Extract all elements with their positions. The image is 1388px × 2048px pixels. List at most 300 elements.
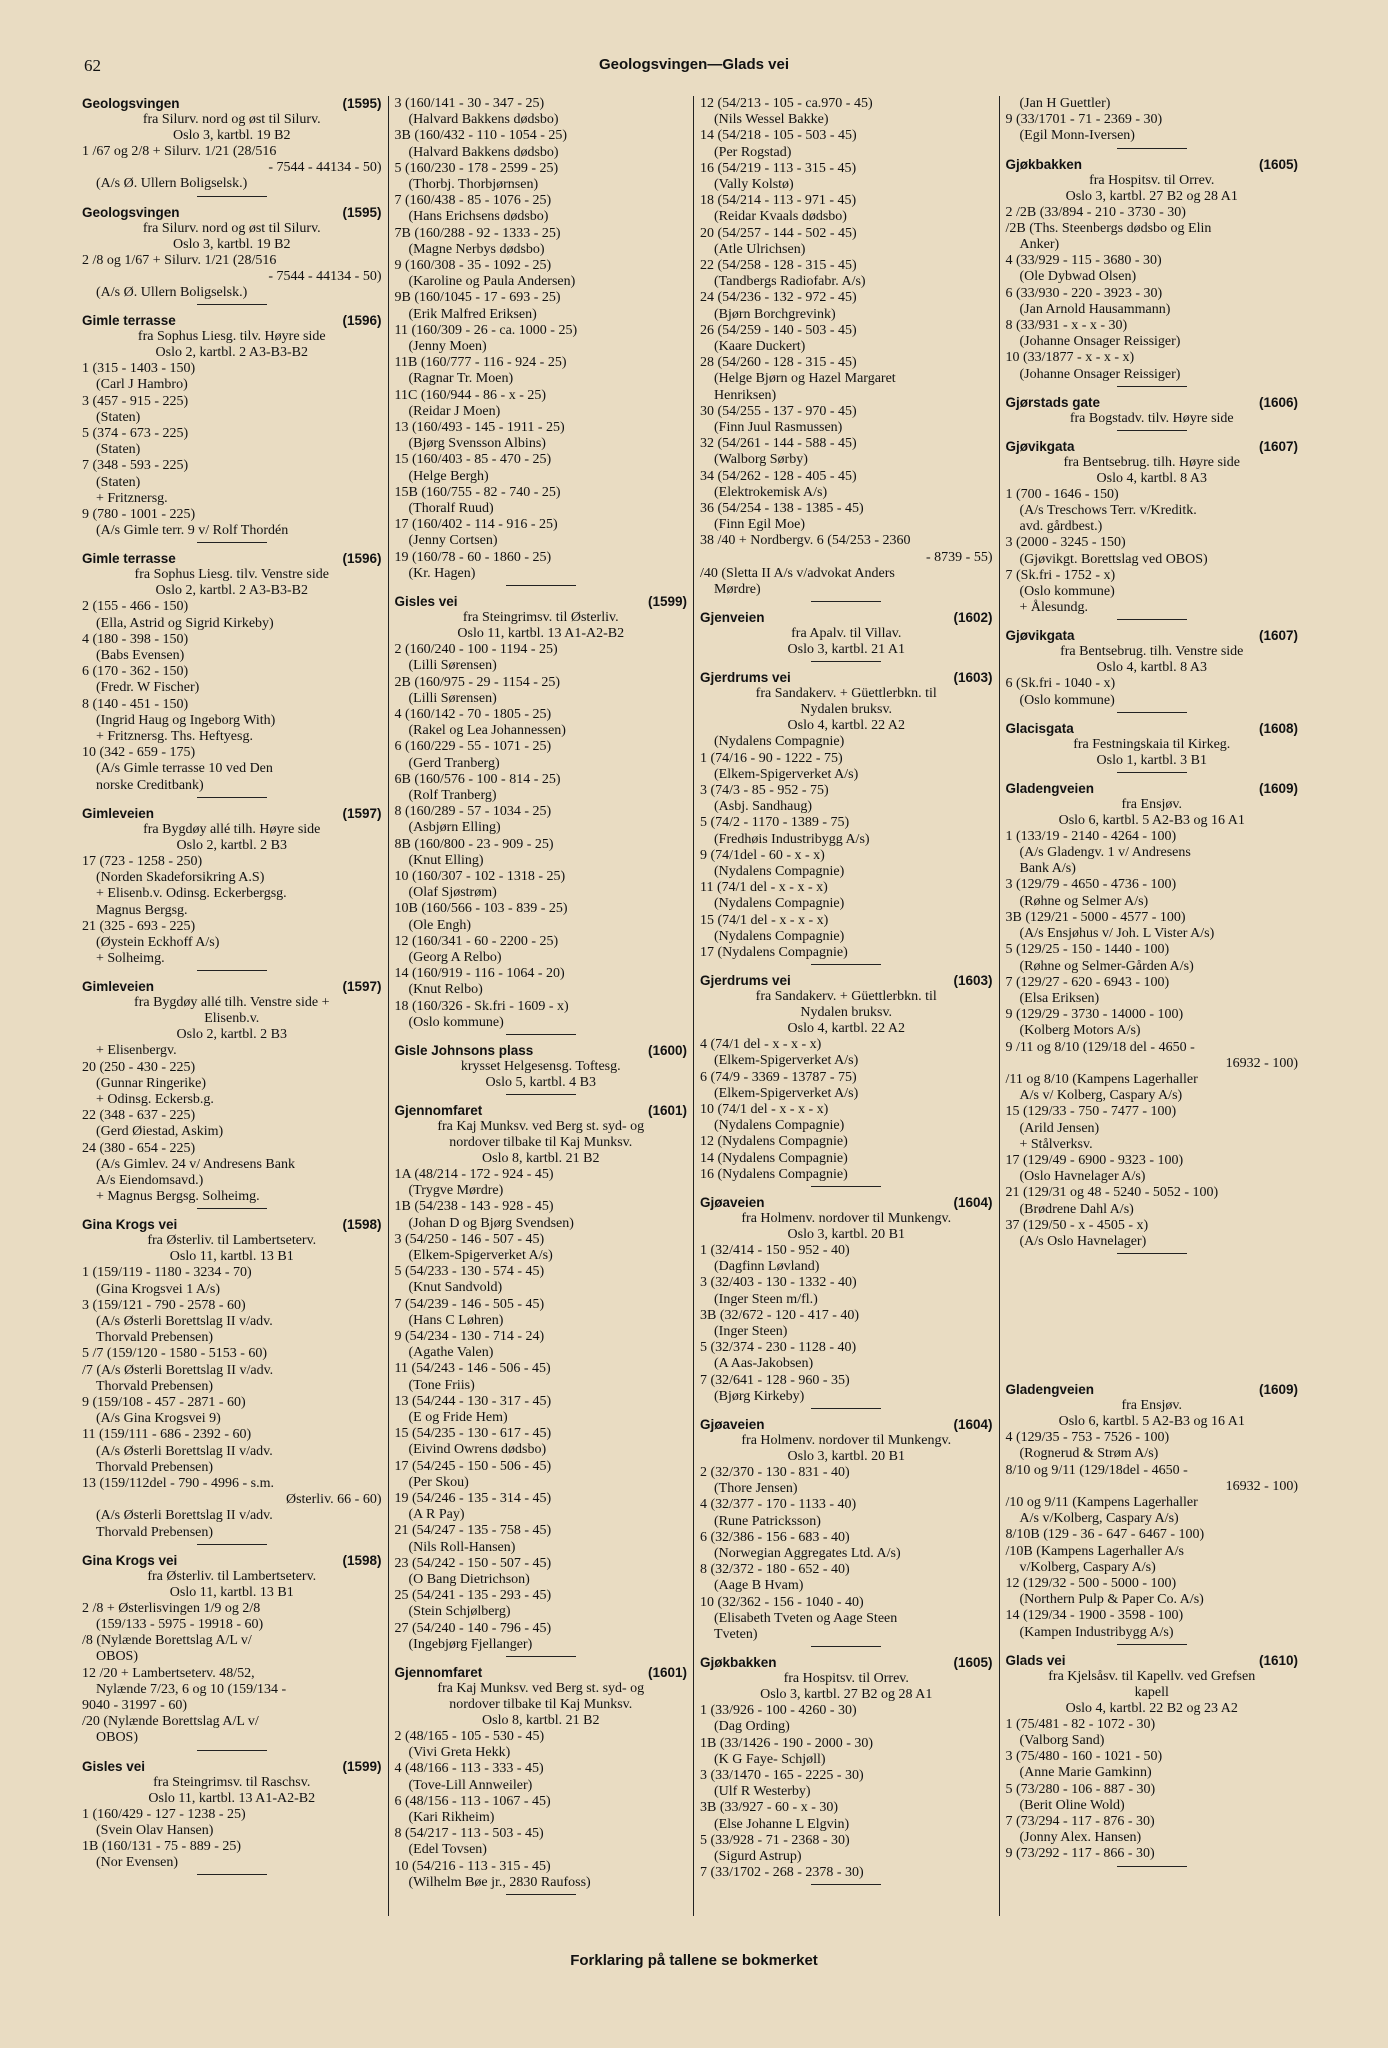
street-code: (1605) bbox=[1258, 156, 1298, 172]
property-line: 11 (74/1 del - x - x - x) bbox=[700, 880, 828, 896]
property-line: (A/s Oslo Havnelager) bbox=[1019, 1233, 1147, 1249]
street-description: Oslo 4, kartbl. 8 A3 bbox=[1096, 660, 1207, 676]
street-heading bbox=[1006, 395, 1299, 411]
street-description: fra Kaj Munksv. ved Berg st. syd- og bbox=[437, 1681, 645, 1697]
property-line: (Walborg Sørby) bbox=[714, 452, 808, 468]
street-description: fra Kaj Munksv. ved Berg st. syd- og bbox=[437, 1118, 645, 1134]
property-line: 1 (32/414 - 150 - 952 - 40) bbox=[700, 1242, 850, 1258]
property-line: (Kari Rikheim) bbox=[408, 1810, 495, 1826]
property-line: 19 (54/246 - 135 - 314 - 45) bbox=[394, 1491, 552, 1507]
property-line: 3B (129/21 - 5000 - 4577 - 100) bbox=[1005, 909, 1186, 925]
property-line: (Helge Bergh) bbox=[408, 468, 489, 484]
property-line: (Elektrokemisk A/s) bbox=[714, 484, 828, 500]
street-code: (1610) bbox=[1258, 1652, 1298, 1668]
property-line: 8 (54/217 - 113 - 503 - 45) bbox=[394, 1826, 544, 1842]
property-line: norske Creditbank) bbox=[96, 777, 204, 793]
street-entry bbox=[1006, 1382, 1299, 1645]
property-line: 2 (48/165 - 105 - 530 - 45) bbox=[394, 1729, 545, 1745]
property-line: 16 (Nydalens Compagnie) bbox=[700, 1166, 848, 1182]
property-line: 4 (48/166 - 113 - 333 - 45) bbox=[394, 1761, 544, 1777]
property-line: (Nydalens Compagnie) bbox=[714, 863, 845, 879]
street-name: Gjennomfaret bbox=[394, 1665, 483, 1681]
street-description: fra Ensjøv. bbox=[1121, 1398, 1183, 1414]
property-line: 26 (54/259 - 140 - 503 - 45) bbox=[700, 322, 857, 338]
property-line: 24 (380 - 654 - 225) bbox=[82, 1140, 196, 1156]
street-code: (1609) bbox=[1258, 1382, 1298, 1398]
property-line: (Bjørg Kirkeby) bbox=[714, 1388, 805, 1404]
property-line: 10B (160/566 - 103 - 839 - 25) bbox=[394, 901, 568, 917]
property-line: (Gina Krogsvei 1 A/s) bbox=[96, 1281, 221, 1297]
street-entry bbox=[1006, 96, 1299, 149]
street-description: Nydalen bruksv. bbox=[800, 702, 893, 718]
property-line: OBOS) bbox=[96, 1649, 139, 1665]
street-code: (1605) bbox=[953, 1655, 993, 1671]
property-line: (A/s Østerli Borettslag II v/adv. bbox=[96, 1313, 273, 1329]
property-line: (Arild Jensen) bbox=[1019, 1120, 1100, 1136]
street-name: Geologsvingen bbox=[82, 96, 180, 111]
property-line: 22 (54/258 - 128 - 315 - 45) bbox=[700, 258, 857, 274]
property-line: (Anne Marie Gamkinn) bbox=[1019, 1765, 1152, 1781]
street-heading bbox=[395, 1043, 688, 1059]
property-line: 8/10B (129 - 36 - 647 - 6467 - 100) bbox=[1005, 1527, 1205, 1543]
property-line: (Oslo kommune) bbox=[408, 1014, 504, 1030]
street-code: (1606) bbox=[1258, 394, 1298, 410]
property-line: 5 (74/2 - 1170 - 1389 - 75) bbox=[700, 815, 850, 831]
street-code: (1598) bbox=[342, 1217, 382, 1233]
street-heading bbox=[82, 96, 382, 112]
property-line: (A/s Østerli Borettslag II v/adv. bbox=[96, 1508, 273, 1524]
street-entry bbox=[1006, 1653, 1299, 1867]
property-line: (Staten) bbox=[96, 474, 141, 490]
property-line: (Inger Steen m/fl.) bbox=[714, 1291, 818, 1307]
property-line: (Ole Dybwad Olsen) bbox=[1019, 269, 1137, 285]
property-line: Mørdre) bbox=[714, 582, 761, 598]
street-name: Gladengveien bbox=[1005, 1382, 1095, 1398]
property-line: 7 (32/641 - 128 - 960 - 35) bbox=[700, 1372, 850, 1388]
street-description: Oslo 5, kartbl. 4 B3 bbox=[485, 1074, 596, 1090]
property-line: 3 (457 - 915 - 225) bbox=[82, 393, 189, 409]
street-name: Gladengveien bbox=[1005, 780, 1095, 796]
property-line: (Thoralf Ruud) bbox=[408, 501, 494, 517]
property-line: 24 (54/236 - 132 - 972 - 45) bbox=[700, 290, 857, 306]
street-description: fra Bygdøy allé tilh. Venstre side + bbox=[134, 995, 330, 1011]
street-code: (1601) bbox=[647, 1102, 687, 1118]
property-line: (Ingebjørg Fjellanger) bbox=[408, 1636, 533, 1652]
property-line: (Fredhøis Industribygg A/s) bbox=[714, 831, 870, 847]
property-line: (Norden Skadeforsikring A.S) bbox=[96, 870, 265, 886]
property-line: 11 (159/111 - 686 - 2392 - 60) bbox=[82, 1427, 252, 1443]
property-line: (Elkem-Spigerverket A/s) bbox=[408, 1247, 553, 1263]
property-line: 4 (129/35 - 753 - 7526 - 100) bbox=[1005, 1430, 1170, 1446]
street-name: Gjøvikgata bbox=[1005, 628, 1075, 644]
property-line: 6 (170 - 362 - 150) bbox=[82, 664, 189, 680]
property-line: 1B (54/238 - 143 - 928 - 45) bbox=[394, 1199, 554, 1215]
property-line: 3 (2000 - 3245 - 150) bbox=[1005, 535, 1126, 551]
property-line: 28 (54/260 - 128 - 315 - 45) bbox=[700, 355, 857, 371]
property-line: (Olaf Sjøstrøm) bbox=[408, 885, 497, 901]
property-line: 5 (374 - 673 - 225) bbox=[82, 426, 189, 442]
property-line: 3B (33/927 - 60 - x - 30) bbox=[700, 1800, 839, 1816]
street-code: (1602) bbox=[953, 610, 993, 626]
property-line: 14 (129/34 - 1900 - 3598 - 100) bbox=[1005, 1608, 1184, 1624]
property-line: 7 (33/1702 - 268 - 2378 - 30) bbox=[700, 1865, 864, 1881]
street-name: Geologsvingen bbox=[82, 204, 180, 220]
property-line: 9 (159/108 - 457 - 2871 - 60) bbox=[82, 1394, 246, 1410]
property-line: + Elisenbergv. bbox=[96, 1043, 177, 1059]
column-4 bbox=[999, 96, 1305, 1916]
property-line: (Babs Evensen) bbox=[96, 648, 185, 664]
property-line: 9 (160/308 - 35 - 1092 - 25) bbox=[394, 258, 552, 274]
property-line: 3 (129/79 - 4650 - 4736 - 100) bbox=[1005, 877, 1177, 893]
property-line: A/s v/ Kolberg, Caspary A/s) bbox=[1019, 1088, 1183, 1104]
property-line: (159/133 - 5975 - 19918 - 60) bbox=[96, 1617, 264, 1632]
property-line: (Tove-Lill Annweiler) bbox=[408, 1777, 533, 1793]
street-code: (1596) bbox=[342, 551, 382, 567]
street-name: Gjøaveien bbox=[700, 1417, 765, 1432]
property-line: (Norwegian Aggregates Ltd. A/s) bbox=[714, 1546, 901, 1562]
property-line: 18 (54/214 - 113 - 971 - 45) bbox=[700, 193, 857, 209]
property-line: (Per Rogstad) bbox=[714, 144, 792, 160]
property-line: 36 (54/254 - 138 - 1385 - 45) bbox=[700, 501, 864, 517]
property-line: (Asbj. Sandhaug) bbox=[714, 799, 812, 815]
property-line: (Nydalens Compagnie) bbox=[714, 734, 845, 750]
street-entry bbox=[1006, 628, 1299, 712]
page-number: 62 bbox=[84, 56, 101, 75]
property-line: 21 (54/247 - 135 - 758 - 45) bbox=[394, 1523, 552, 1539]
property-line: 14 (160/919 - 116 - 1064 - 20) bbox=[394, 966, 565, 982]
property-line: 38 /40 + Nordbergv. 6 (54/253 - 2360 bbox=[700, 533, 911, 549]
street-description: fra Sophus Liesg. tilv. Høyre side bbox=[137, 329, 326, 345]
street-name: Gjøkbakken bbox=[700, 1655, 777, 1671]
property-line: (Karoline og Paula Andersen) bbox=[408, 274, 576, 290]
property-line: 4 (74/1 del - x - x - x) bbox=[700, 1037, 822, 1053]
property-line: (Edel Tovsen) bbox=[408, 1842, 487, 1858]
street-description: Oslo 2, kartbl. 2 B3 bbox=[176, 1027, 287, 1043]
property-line: 9040 - 31997 - 60) bbox=[82, 1698, 187, 1714]
property-line: (Gerd Øiestad, Askim) bbox=[96, 1124, 224, 1140]
street-entry bbox=[395, 96, 688, 586]
property-list bbox=[700, 1037, 993, 1183]
property-line: (Røhne og Selmer A/s) bbox=[1019, 893, 1149, 909]
property-list bbox=[1006, 487, 1299, 617]
street-heading bbox=[82, 205, 382, 221]
street-description: Oslo 3, kartbl. 21 A1 bbox=[787, 642, 905, 658]
property-line: (Oslo Havnelager A/s) bbox=[1019, 1169, 1146, 1185]
property-line: /40 (Sletta II A/s v/advokat Anders bbox=[700, 565, 895, 581]
property-line: (Nydalens Compagnie) bbox=[714, 1118, 845, 1134]
street-code: (1609) bbox=[1258, 780, 1298, 796]
property-line: 9 (54/234 - 130 - 714 - 24) bbox=[394, 1329, 545, 1344]
street-name: Gjøaveien bbox=[700, 1194, 765, 1210]
street-description: Oslo 6, kartbl. 5 A2-B3 og 16 A1 bbox=[1058, 1414, 1245, 1430]
street-name: Gisle Johnsons plass bbox=[394, 1042, 534, 1058]
property-list bbox=[700, 1703, 993, 1881]
property-line: 22 (348 - 637 - 225) bbox=[82, 1108, 196, 1124]
property-line: Thorvald Prebensen) bbox=[96, 1378, 214, 1394]
running-title: Geologsvingen—Glads vei bbox=[598, 56, 790, 73]
street-description: Oslo 11, kartbl. 13 B1 bbox=[169, 1584, 294, 1600]
street-description: Oslo 3, kartbl. 27 B2 og 28 A1 bbox=[760, 1687, 933, 1703]
column-gap bbox=[1006, 1262, 1299, 1382]
property-line: (Valborg Sand) bbox=[1019, 1733, 1105, 1748]
property-line: + Fritznersg. bbox=[96, 490, 168, 506]
property-line: (Atle Ulrichsen) bbox=[714, 241, 806, 257]
street-description: fra Sophus Liesg. tilv. Venstre side bbox=[134, 567, 329, 583]
street-description: fra Festningskaia til Kirkeg. bbox=[1073, 736, 1231, 752]
street-entry bbox=[395, 1043, 688, 1095]
property-line: 3 (54/250 - 146 - 507 - 45) bbox=[394, 1231, 545, 1247]
property-line: 1B (33/1426 - 190 - 2000 - 30) bbox=[700, 1735, 874, 1751]
street-code: (1597) bbox=[342, 805, 382, 821]
property-line: (Dagfinn Løvland) bbox=[714, 1259, 820, 1275]
street-heading bbox=[700, 973, 993, 989]
street-code: (1603) bbox=[953, 670, 993, 686]
street-description: fra Bygdøy allé tilh. Høyre side bbox=[143, 821, 321, 837]
property-line: 4 (32/377 - 170 - 1133 - 40) bbox=[700, 1497, 857, 1513]
street-code: (1604) bbox=[953, 1194, 993, 1210]
property-line: + Ålesundg. bbox=[1019, 600, 1089, 616]
street-code: (1596) bbox=[342, 313, 382, 329]
property-line: (A Aas-Jakobsen) bbox=[714, 1356, 814, 1372]
property-line: 34 (54/262 - 128 - 405 - 45) bbox=[700, 468, 857, 484]
property-line: 7 (54/239 - 146 - 505 - 45) bbox=[394, 1296, 545, 1312]
property-line: (Ingrid Haug og Ingeborg With) bbox=[96, 712, 276, 728]
property-line: 14 (Nydalens Compagnie) bbox=[700, 1150, 848, 1166]
street-name: Gjørstads gate bbox=[1005, 394, 1101, 410]
street-heading bbox=[82, 551, 382, 567]
property-line: 10 (54/216 - 113 - 315 - 45) bbox=[394, 1858, 551, 1874]
property-line: + Odinsg. Eckersb.g. bbox=[96, 1091, 214, 1107]
street-description: Oslo 2, kartbl. 2 B3 bbox=[176, 837, 287, 853]
property-line: 10 (74/1 del - x - x - x) bbox=[700, 1101, 829, 1117]
street-description: Oslo 3, kartbl. 19 B2 bbox=[173, 236, 291, 252]
property-line: (Johan D og Bjørg Svendsen) bbox=[408, 1215, 574, 1231]
street-entry bbox=[700, 1417, 993, 1647]
street-description: nordover tilbake til Kaj Munksv. bbox=[449, 1697, 633, 1713]
street-description: fra Hospitsv. til Orrev. bbox=[783, 1671, 909, 1687]
street-code: (1598) bbox=[342, 1552, 382, 1568]
property-line: A/s v/Kolberg, Caspary A/s) bbox=[1019, 1511, 1179, 1527]
property-line: 1 (160/429 - 127 - 1238 - 25) bbox=[82, 1806, 246, 1822]
street-heading bbox=[1006, 721, 1299, 737]
street-description: Oslo 4, kartbl. 22 A2 bbox=[787, 1021, 905, 1037]
property-line: 1 (75/481 - 82 - 1072 - 30) bbox=[1005, 1716, 1156, 1732]
street-entry bbox=[700, 973, 993, 1187]
street-heading bbox=[700, 1195, 993, 1211]
property-line: (Elkem-Spigerverket A/s) bbox=[714, 1085, 859, 1101]
street-heading bbox=[82, 1759, 382, 1775]
property-line: (Elkem-Spigerverket A/s) bbox=[714, 1053, 859, 1069]
property-list bbox=[395, 96, 688, 582]
property-line: (Jan Arnold Hausammann) bbox=[1019, 301, 1171, 317]
column-2 bbox=[388, 96, 694, 1916]
property-line: 1A (48/214 - 172 - 924 - 45) bbox=[394, 1166, 554, 1182]
street-entry bbox=[700, 610, 993, 662]
property-line: (Reidar J Moen) bbox=[408, 403, 501, 419]
street-description: fra Apalv. til Villav. bbox=[791, 626, 902, 642]
street-entry bbox=[395, 1103, 688, 1657]
property-line: (Lilli Sørensen) bbox=[408, 690, 497, 706]
property-line: 17 (Nydalens Compagnie) bbox=[700, 944, 848, 960]
property-line: + Solheimg. bbox=[96, 951, 165, 967]
property-line: 7 (160/438 - 85 - 1076 - 25) bbox=[394, 193, 552, 209]
street-description: Oslo 4, kartbl. 22 B2 og 23 A2 bbox=[1065, 1700, 1238, 1716]
property-line: 3 (33/1470 - 165 - 2225 - 30) bbox=[700, 1768, 864, 1784]
property-line: (Bjørg Svensson Albins) bbox=[408, 436, 546, 452]
property-line: 13 (54/244 - 130 - 317 - 45) bbox=[394, 1393, 552, 1409]
property-line: /2B (Ths. Steenbergs dødsbo og Elin bbox=[1005, 220, 1212, 236]
property-line: 30 (54/255 - 137 - 970 - 45) bbox=[700, 403, 857, 419]
street-description: fra Silurv. nord og øst til Silurv. bbox=[142, 220, 321, 236]
street-entry bbox=[700, 96, 993, 602]
street-description: Oslo 3, kartbl. 19 B2 bbox=[173, 128, 291, 143]
street-entry bbox=[700, 670, 993, 965]
street-code: (1604) bbox=[953, 1417, 993, 1432]
column-3 bbox=[693, 96, 999, 1916]
property-line: 4 (33/929 - 115 - 3680 - 30) bbox=[1005, 253, 1162, 269]
street-name: Glacisgata bbox=[1005, 720, 1074, 736]
property-line: 11B (160/777 - 116 - 924 - 25) bbox=[394, 355, 567, 371]
property-line: + Fritznersg. Ths. Heftyesg. bbox=[96, 729, 253, 745]
street-code: (1600) bbox=[647, 1042, 687, 1058]
street-entry bbox=[1006, 157, 1299, 387]
property-line: (O Bang Dietrichson) bbox=[408, 1572, 530, 1588]
property-line: (Per Skou) bbox=[408, 1474, 469, 1490]
street-description: fra Bentsebrug. tilh. Høyre side bbox=[1063, 454, 1240, 470]
street-description: Oslo 4, kartbl. 8 A3 bbox=[1096, 470, 1207, 486]
property-line: 1 (74/16 - 90 - 1222 - 75) bbox=[700, 750, 843, 766]
property-line: 25 (54/241 - 135 - 293 - 45) bbox=[394, 1588, 552, 1604]
property-line: (Aage B Hvam) bbox=[714, 1578, 804, 1594]
property-list bbox=[1006, 1430, 1299, 1641]
property-list bbox=[82, 253, 382, 302]
property-list bbox=[395, 642, 688, 1031]
street-name: Gisles vei bbox=[82, 1758, 146, 1774]
property-line: 12 /20 + Lambertseterv. 48/52, bbox=[82, 1665, 255, 1681]
property-line: (Finn Egil Moe) bbox=[714, 517, 805, 533]
street-description: Nydalen bruksv. bbox=[800, 1005, 893, 1021]
property-list bbox=[82, 599, 382, 793]
property-line: Anker) bbox=[1019, 237, 1060, 253]
property-line: (Inger Steen) bbox=[714, 1323, 788, 1339]
street-description: Oslo 11, kartbl. 13 B1 bbox=[169, 1249, 294, 1265]
property-line: (Rolf Tranberg) bbox=[408, 787, 497, 803]
property-line: Thorvald Prebensen) bbox=[96, 1459, 214, 1475]
street-code: (1597) bbox=[342, 979, 382, 995]
property-line: (Jenny Moen) bbox=[408, 339, 487, 355]
property-list bbox=[395, 1167, 688, 1653]
street-code: (1607) bbox=[1258, 628, 1298, 644]
street-description: fra Steingrimsv. til Østerliv. bbox=[462, 610, 619, 626]
property-line: 8 (33/931 - x - x - 30) bbox=[1005, 318, 1128, 334]
property-line: (Tone Friis) bbox=[408, 1377, 475, 1393]
street-description: Oslo 11, kartbl. 13 A1-A2-B2 bbox=[457, 626, 625, 642]
street-entry bbox=[395, 594, 688, 1035]
property-line: 37 (129/50 - x - 4505 - x) bbox=[1005, 1217, 1149, 1233]
property-line: (Else Johanne L Elgvin) bbox=[714, 1816, 850, 1832]
property-line: (A/s Ensjøhus v/ Joh. L Vister A/s) bbox=[1019, 926, 1215, 942]
property-line: /8 (Nylænde Borettslag A/L v/ bbox=[82, 1633, 252, 1649]
street-description: fra Holmenv. nordover til Munkengv. bbox=[741, 1433, 952, 1448]
property-line: Magnus Bergsg. bbox=[96, 902, 188, 918]
property-line: (Ole Engh) bbox=[408, 917, 472, 933]
property-line: (Johanne Onsager Reissiger) bbox=[1019, 366, 1181, 382]
street-heading bbox=[1006, 781, 1299, 797]
street-heading bbox=[395, 1103, 688, 1119]
property-list bbox=[82, 1601, 382, 1747]
property-line: Nylænde 7/23, 6 og 10 (159/134 - bbox=[96, 1681, 287, 1697]
street-description: kapell bbox=[1134, 1684, 1169, 1700]
property-line: Henriksen) bbox=[714, 387, 777, 403]
street-entry bbox=[1006, 439, 1299, 621]
property-line: Thorvald Prebensen) bbox=[96, 1524, 214, 1540]
street-heading bbox=[700, 1417, 993, 1433]
property-list bbox=[700, 1465, 993, 1643]
property-line: 8 (32/372 - 180 - 652 - 40) bbox=[700, 1562, 850, 1578]
street-description: Oslo 3, kartbl. 20 B1 bbox=[787, 1226, 905, 1242]
street-name: Gimle terrasse bbox=[82, 313, 176, 329]
property-line: (Halvard Bakkens dødsbo) bbox=[408, 112, 559, 128]
property-line: (Røhne og Selmer-Gården A/s) bbox=[1019, 958, 1194, 974]
street-entry bbox=[82, 205, 382, 306]
property-line: 9B (160/1045 - 17 - 693 - 25) bbox=[394, 290, 561, 306]
property-line: (Reidar Kvaals dødsbo) bbox=[714, 209, 847, 225]
property-line: (Nydalens Compagnie) bbox=[714, 896, 845, 912]
property-line: 12 (54/213 - 105 - ca.970 - 45) bbox=[700, 96, 873, 111]
property-line: 10 (33/1877 - x - x - x) bbox=[1005, 350, 1135, 366]
property-line: 2 /2B (33/894 - 210 - 3730 - 30) bbox=[1005, 204, 1186, 220]
property-line: 1 (700 - 1646 - 150) bbox=[1005, 486, 1119, 502]
property-line: (Ella, Astrid og Sigrid Kirkeby) bbox=[96, 615, 274, 631]
property-line: (A/s Gimle terrasse 10 ved Den bbox=[96, 761, 273, 777]
property-line: (Nydalens Compagnie) bbox=[714, 928, 845, 944]
property-line: (Ragnar Tr. Moen) bbox=[408, 371, 514, 387]
property-line: (Knut Relbo) bbox=[408, 982, 483, 998]
column-1 bbox=[82, 96, 388, 1916]
property-line: (Øystein Eckhoff A/s) bbox=[96, 934, 220, 950]
property-line: 7 (Sk.fri - 1752 - x) bbox=[1005, 567, 1116, 583]
street-name: Gimleveien bbox=[82, 979, 155, 995]
property-list bbox=[82, 361, 382, 539]
street-code: (1601) bbox=[647, 1665, 687, 1681]
property-line: 11 (54/243 - 146 - 506 - 45) bbox=[394, 1361, 551, 1377]
property-list bbox=[1006, 676, 1299, 708]
property-line: 3B (160/432 - 110 - 1054 - 25) bbox=[394, 128, 568, 144]
property-line: 6 (Sk.fri - 1040 - x) bbox=[1005, 676, 1116, 692]
property-line: Østerliv. 66 - 60) bbox=[285, 1492, 382, 1508]
property-line: (Bjørn Borchgrevink) bbox=[714, 306, 836, 322]
street-code: (1607) bbox=[1258, 438, 1298, 454]
street-entry bbox=[82, 1759, 382, 1876]
property-line: (Lilli Sørensen) bbox=[408, 658, 497, 674]
street-entry bbox=[1006, 721, 1299, 773]
property-line: Bank A/s) bbox=[1019, 861, 1076, 877]
street-entry bbox=[82, 1217, 382, 1544]
property-line: (Jonny Alex. Hansen) bbox=[1019, 1830, 1142, 1846]
property-line: + Elisenb.v. Odinsg. Eckerbergsg. bbox=[96, 886, 287, 902]
street-code: (1599) bbox=[342, 1758, 382, 1774]
property-line: OBOS) bbox=[96, 1730, 139, 1746]
property-line: (Wilhelm Bøe jr., 2830 Raufoss) bbox=[408, 1874, 591, 1890]
property-line: avd. gårdbest.) bbox=[1019, 519, 1103, 535]
property-list bbox=[82, 854, 382, 967]
property-line: 17 (160/402 - 114 - 916 - 25) bbox=[394, 517, 558, 533]
street-name: Gjenveien bbox=[700, 610, 765, 626]
property-line: (Northern Pulp & Paper Co. A/s) bbox=[1019, 1592, 1204, 1608]
property-list bbox=[82, 1043, 382, 1205]
property-line: (Johanne Onsager Reissiger) bbox=[1019, 334, 1181, 350]
street-heading bbox=[82, 979, 382, 995]
